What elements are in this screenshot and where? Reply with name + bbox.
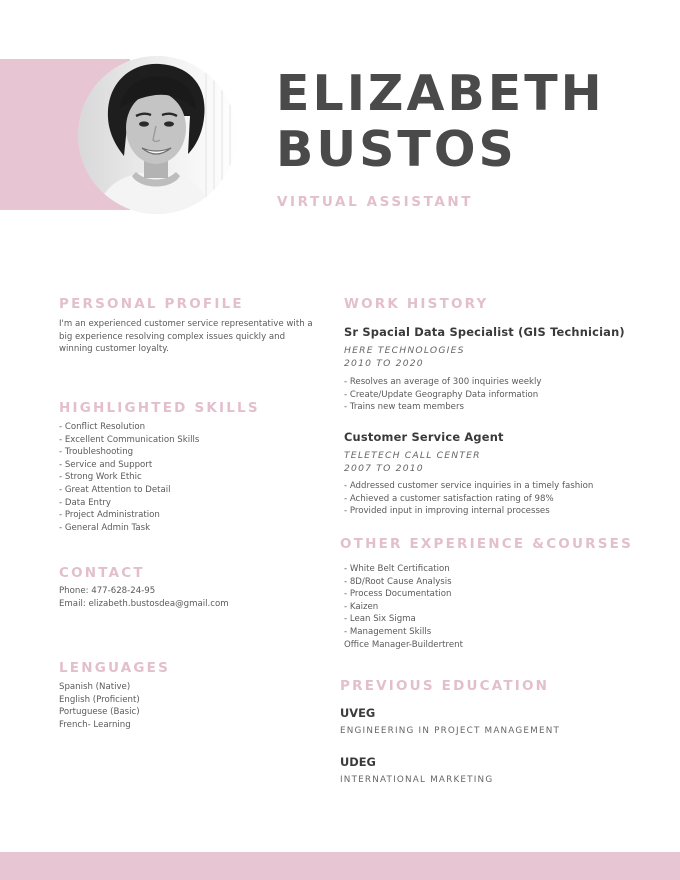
- other-experience-heading: OTHER EXPERIENCE &COURSES: [340, 536, 633, 552]
- course-item: Office Manager-Buildertrent: [344, 639, 463, 650]
- job-period: 2010 TO 2020: [344, 358, 424, 369]
- course-item: - 8D/Root Cause Analysis: [344, 576, 452, 587]
- personal-profile-heading: PERSONAL PROFILE: [59, 296, 244, 312]
- language-item: Portuguese (Basic): [59, 707, 140, 718]
- previous-education-heading: PREVIOUS EDUCATION: [340, 678, 550, 694]
- contact-phone: Phone: 477-628-24-95: [59, 586, 156, 596]
- profile-line: winning customer loyalty.: [59, 344, 169, 355]
- job-responsibilities: [344, 480, 593, 518]
- education-school: UDEG: [340, 755, 376, 769]
- skill-item: - Great Attention to Detail: [59, 484, 171, 495]
- course-item: - Kaizen: [344, 601, 379, 612]
- job-bullet: - Provided input in improving internal processes: [344, 506, 550, 517]
- skill-item: - Conflict Resolution: [59, 422, 146, 432]
- profile-photo: [78, 56, 236, 214]
- job-title: Customer Service Agent: [344, 430, 504, 444]
- skill-item: - Troubleshooting: [59, 447, 134, 458]
- languages-list: [59, 681, 140, 731]
- contact-details: [59, 585, 229, 610]
- education-degree: ENGINEERING IN PROJECT MANAGEMENT: [340, 726, 561, 736]
- candidate-name: [276, 66, 605, 178]
- skills-list: [59, 421, 199, 534]
- personal-profile-text: [59, 318, 313, 356]
- portrait-image: [78, 56, 236, 214]
- contact-email: Email: elizabeth.bustosdea@gmail.com: [59, 598, 229, 609]
- profile-line: I'm an experienced customer service representative with a: [59, 319, 313, 329]
- languages-heading: LENGUAGES: [59, 660, 171, 676]
- job-bullet: - Create/Update Geography Data information: [344, 389, 539, 400]
- language-item: English (Proficient): [59, 694, 140, 705]
- job-company: TELETECH CALL CENTER: [344, 450, 481, 461]
- highlighted-skills-heading: HIGHLIGHTED SKILLS: [59, 400, 260, 416]
- profile-line: big experience resolving complex issues quickly and: [59, 331, 286, 342]
- education-degree: INTERNATIONAL MARKETING: [340, 775, 494, 785]
- skill-item: - Excellent Communication Skills: [59, 434, 200, 445]
- skill-item: - Service and Support: [59, 459, 153, 470]
- job-bullet: - Achieved a customer satisfaction rating of 98%: [344, 493, 554, 504]
- language-item: French- Learning: [59, 719, 131, 730]
- footer-accent-band: [0, 852, 680, 880]
- contact-heading: CONTACT: [59, 565, 145, 581]
- job-period: 2007 TO 2010: [344, 463, 424, 474]
- job-responsibilities: [344, 376, 542, 414]
- name-first: ELIZABETH: [276, 65, 605, 122]
- job-role: VIRTUAL ASSISTANT: [277, 194, 474, 210]
- job-bullet: - Trains new team members: [344, 402, 464, 413]
- job-meta: [344, 449, 481, 475]
- job-bullet: - Resolves an average of 300 inquiries weekly: [344, 377, 542, 387]
- job-meta: [344, 344, 465, 370]
- name-last: BUSTOS: [276, 121, 517, 178]
- education-school: UVEG: [340, 706, 376, 720]
- work-history-heading: WORK HISTORY: [344, 296, 489, 312]
- course-item: - White Belt Certification: [344, 564, 450, 574]
- course-item: - Lean Six Sigma: [344, 614, 416, 625]
- job-bullet: - Addressed customer service inquiries in a timely fashion: [344, 481, 594, 491]
- language-item: Spanish (Native): [59, 682, 131, 692]
- job-title: Sr Spacial Data Specialist (GIS Technician): [344, 325, 625, 339]
- skill-item: - Data Entry: [59, 497, 111, 508]
- skill-item: - Strong Work Ethic: [59, 472, 142, 483]
- course-item: - Process Documentation: [344, 589, 452, 600]
- skill-item: - General Admin Task: [59, 522, 151, 533]
- course-item: - Management Skills: [344, 626, 432, 637]
- skill-item: - Project Administration: [59, 510, 160, 521]
- job-company: HERE TECHNOLOGIES: [344, 345, 465, 356]
- other-experience-list: [344, 563, 463, 651]
